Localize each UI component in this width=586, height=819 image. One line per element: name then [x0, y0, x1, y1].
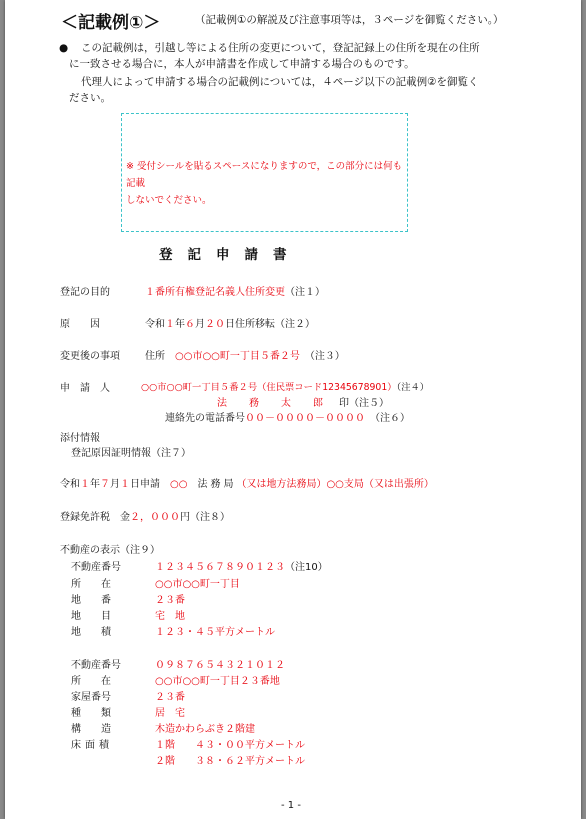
document-example-title: ＜記載例①＞: [61, 13, 161, 33]
seal-area-instruction-line-2: しないでください。: [126, 195, 212, 206]
cause-label: 原 因: [60, 319, 100, 330]
changed-matter-note: （注３）: [309, 351, 345, 362]
page-number: - 1 -: [281, 800, 301, 811]
applicant-label: 申 請 人: [60, 383, 110, 394]
land-area-value: １２３・４５平方メートル: [155, 627, 275, 638]
changed-matter-value: ○○市○○町一丁目５番２号: [175, 351, 300, 362]
application-day-unit: 日申請: [130, 479, 160, 490]
land-row-label: 所 在: [71, 579, 111, 590]
document-heading: 登記申請書: [159, 247, 302, 263]
tax-row: [60, 508, 230, 523]
application-year-unit: 年: [90, 479, 100, 490]
purpose-label: 登記の目的: [60, 287, 110, 298]
tax-prefix: 金: [120, 512, 130, 523]
applicant-phone-row: [165, 409, 410, 424]
seal-area-instruction-line-1: ※ 受付シールを貼るスペースになりますので，この部分には何も記載: [126, 161, 403, 189]
applicant-seal-note: 印（注５）: [339, 398, 389, 409]
bureau-branch: （又は地方法務局）○○支局（又は出張所）: [236, 479, 434, 490]
title-note: （記載例①の解説及び注意事項等は，３ページを御覧ください。）: [195, 14, 504, 26]
phone-value: ００－００００－００００: [245, 413, 365, 424]
cause-month-unit: 月: [195, 319, 205, 330]
application-month-unit: 月: [110, 479, 120, 490]
intro-line-1: この記載例は，引越し等による住所の変更について，登記記録上の住所を現在の住所: [81, 42, 480, 54]
land-row-label: 地 目: [71, 611, 111, 622]
building-type-value: 居 宅: [155, 708, 185, 719]
building-house-number-value: ２３番: [155, 692, 185, 703]
building-row-label: 床面積: [71, 740, 113, 751]
document-page: [5, 0, 581, 819]
cause-text: 日住所移転: [225, 319, 275, 330]
tax-amount: ２，０００: [130, 512, 180, 523]
seal-area-instruction: [126, 158, 411, 209]
phone-note: （注６）: [375, 413, 410, 424]
building-row-label: 種 類: [71, 708, 111, 719]
cause-month: ６: [185, 319, 195, 330]
building-row-label: 構 造: [71, 724, 111, 735]
phone-label: 連絡先の電話番号: [165, 413, 245, 424]
application-row: [60, 475, 434, 490]
purpose-row: [145, 283, 325, 298]
building-number-value: ０９８７６５４３２１０１２: [155, 660, 285, 671]
attachments-item: 登記原因証明情報（注７）: [71, 448, 191, 459]
purpose-value: １番所有権登記名義人住所変更: [145, 287, 285, 298]
cause-row: [145, 315, 315, 330]
application-day: １: [120, 479, 130, 490]
intro-bullet: ●: [59, 42, 69, 54]
tax-label: 登録免許税: [60, 512, 110, 523]
land-lot-value: ２３番: [155, 595, 185, 606]
building-location-value: ○○市○○町一丁目２３番地: [155, 676, 280, 687]
cause-day: ２０: [205, 319, 225, 330]
building-row-label: 家屋番号: [71, 692, 111, 703]
land-row-label: 地 番: [71, 595, 111, 606]
changed-matter-sub: 住所: [145, 351, 165, 362]
land-number-value: １２３４５６７８９０１２３: [155, 562, 285, 573]
applicant-name-row: [217, 394, 389, 409]
cause-era: 令和: [145, 319, 165, 330]
land-row-label: 不動産番号: [71, 562, 121, 573]
building-row-label: 不動産番号: [71, 660, 121, 671]
purpose-note: （注１）: [285, 287, 325, 298]
building-structure-value: 木造かわらぶき２階建: [155, 724, 255, 735]
building-floor1-area-value: １階 ４３・００平方メートル: [155, 740, 305, 751]
land-location-value: ○○市○○町一丁目: [155, 579, 240, 590]
property-heading: 不動産の表示（注９）: [60, 545, 160, 556]
building-row-label: 所 在: [71, 676, 111, 687]
intro-line-4: ださい。: [69, 92, 111, 104]
attachments-label: 添付情報: [60, 433, 100, 444]
application-era: 令和: [60, 479, 80, 490]
cause-year: １: [165, 319, 175, 330]
land-row-value-line: [155, 558, 328, 573]
applicant-name: 法 務 太 郎: [217, 398, 329, 409]
land-row-label: 地 積: [71, 627, 111, 638]
reception-seal-area: [121, 113, 408, 232]
applicant-note-4: （注４）: [396, 382, 430, 393]
changed-matter-row: [145, 347, 345, 362]
application-year: １: [80, 479, 90, 490]
bureau-type: 法務局: [197, 479, 237, 490]
cause-year-unit: 年: [175, 319, 185, 330]
building-floor2-area-value: ２階 ３８・６２平方メートル: [155, 756, 305, 767]
bureau-name: ○○: [170, 479, 188, 490]
land-number-note: （注10）: [285, 562, 328, 573]
applicant-address: ○○市○○町一丁目５番２号（住民票コード12345678901）: [141, 382, 397, 393]
intro-line-2: に一致させる場合に，本人が申請書を作成して申請する場合のものです。: [69, 58, 415, 70]
land-category-value: 宅 地: [155, 611, 185, 622]
intro-line-3: 代理人によって申請する場合の記載例については，４ページ以下の記載例②を御覧く: [81, 76, 479, 88]
application-month: ７: [100, 479, 110, 490]
applicant-address-row: [141, 379, 429, 393]
changed-matter-label: 変更後の事項: [60, 351, 120, 362]
tax-suffix: 円（注８）: [180, 512, 230, 523]
cause-note: （注２）: [275, 319, 315, 330]
